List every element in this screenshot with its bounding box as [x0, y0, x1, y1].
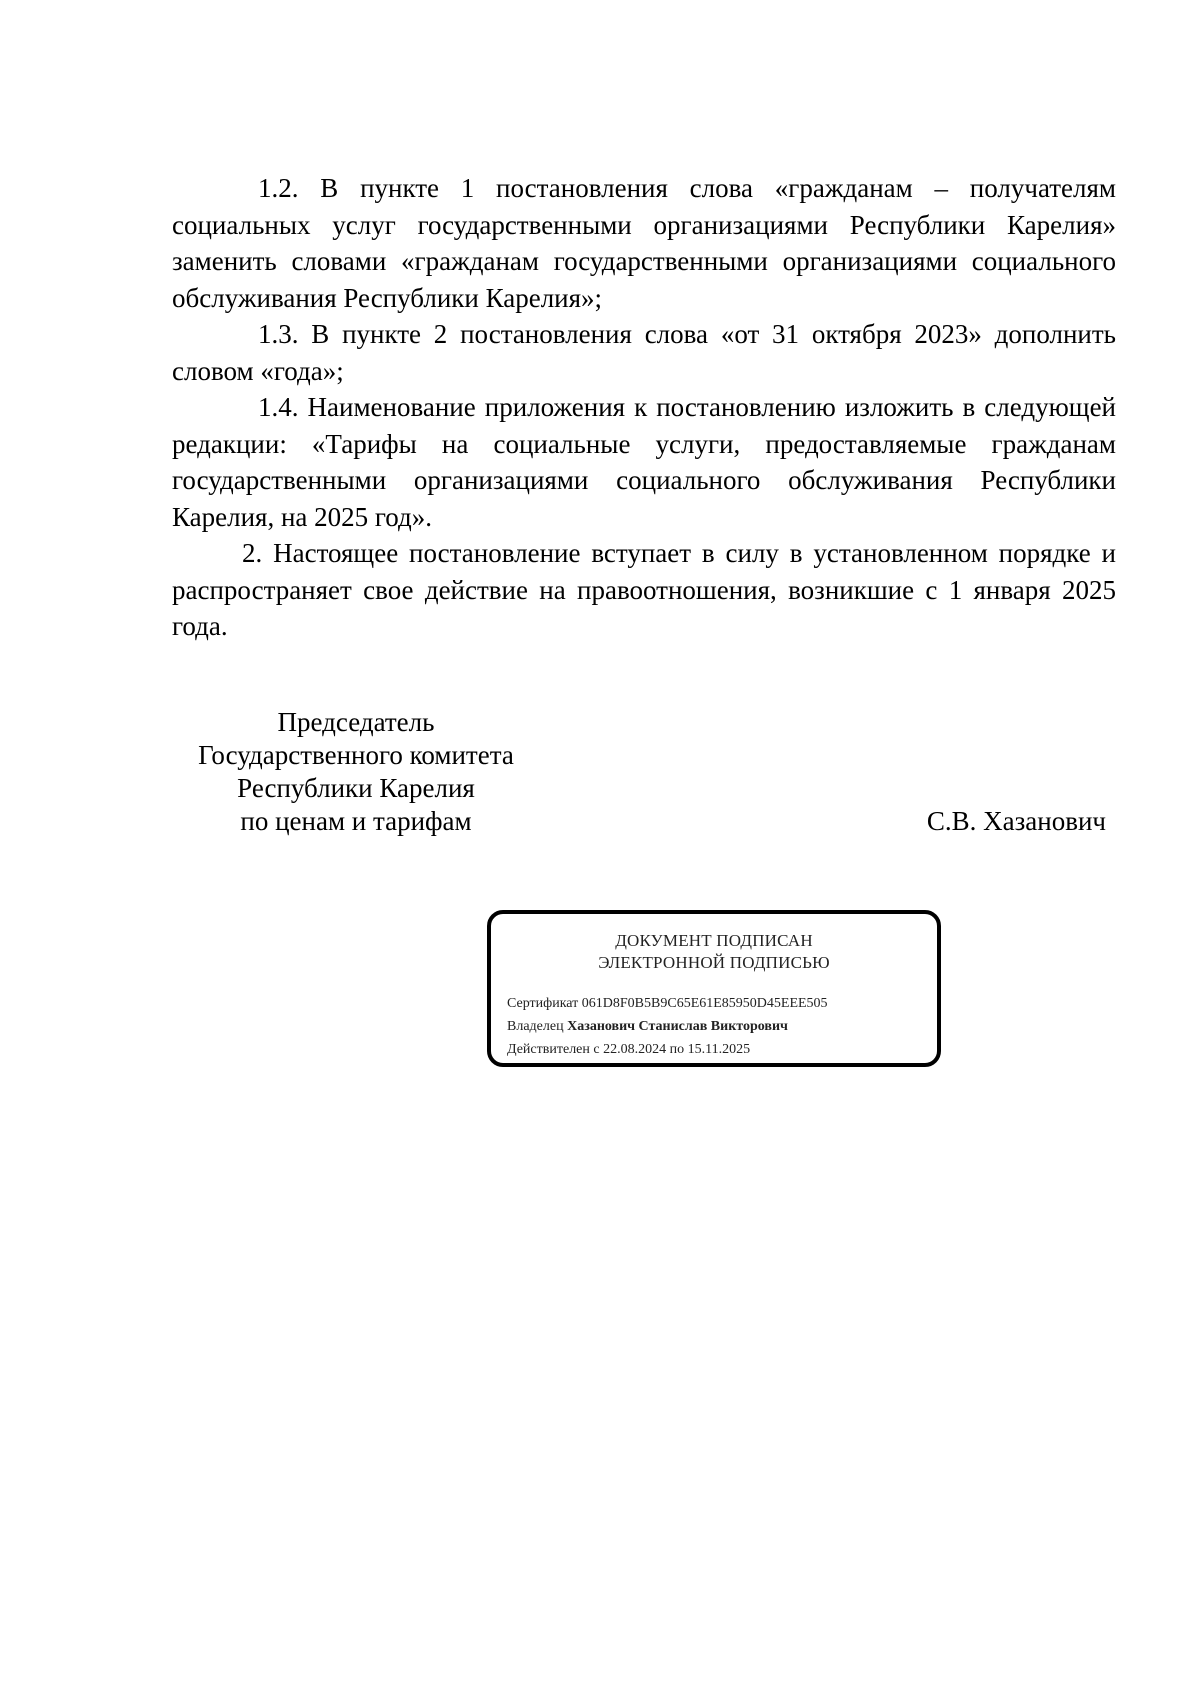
- paragraph-1-2: 1.2. В пункте 1 постановления слова «гражданам – получателям социальных услуг государственными организациями Республики Карелия» заменить словами «гражданам государственными организациями социального обслуживания Республики Карелия»;: [172, 173, 1116, 313]
- stamp-header: [491, 930, 937, 974]
- stamp-details: [507, 992, 828, 1061]
- signatory-title-line: Государственного комитета: [198, 740, 514, 770]
- stamp-valid-label: Действителен с: [507, 1042, 600, 1057]
- stamp-header-line: ДОКУМЕНТ ПОДПИСАН: [615, 931, 813, 950]
- signatory-title-line: Председатель: [277, 707, 435, 737]
- stamp-certificate-row: [507, 992, 828, 1015]
- stamp-certificate-label: Сертификат: [507, 996, 579, 1011]
- stamp-valid-to-label: по: [669, 1042, 685, 1057]
- stamp-valid-to: 15.11.2025: [687, 1042, 751, 1057]
- electronic-signature-stamp: [487, 910, 941, 1067]
- signatory-name: С.В. Хазанович: [926, 806, 1106, 836]
- stamp-owner-row: [507, 1015, 828, 1038]
- stamp-header-line: ЭЛЕКТРОННОЙ ПОДПИСЬЮ: [598, 953, 830, 972]
- stamp-owner-label: Владелец: [507, 1019, 564, 1034]
- stamp-owner-value: Хазанович Станислав Викторович: [567, 1019, 788, 1034]
- signatory-title-line: по ценам и тарифам: [240, 806, 472, 836]
- stamp-validity-row: [507, 1038, 828, 1061]
- signatory-title: [172, 706, 540, 838]
- document-body: [172, 170, 1116, 645]
- signatory-title-line: Республики Карелия: [237, 773, 475, 803]
- stamp-certificate-value: 061D8F0B5B9C65E61E85950D45EEE505: [581, 996, 828, 1011]
- paragraph-1-4: 1.4. Наименование приложения к постановлению изложить в следующей редакции: «Тарифы на социальные услуги, предоставляемые гражданам государственными организациями социального обслуживания Республики Карелия, на 2025 год».: [172, 392, 1116, 532]
- stamp-valid-from: 22.08.2024: [603, 1042, 667, 1057]
- paragraph-2: 2. Настоящее постановление вступает в силу в установленном порядке и распространяет свое действие на правоотношения, возникшие с 1 января 2025 года.: [172, 538, 1116, 641]
- paragraph-1-3: 1.3. В пункте 2 постановления слова «от 31 октября 2023» дополнить словом «года»;: [172, 319, 1116, 386]
